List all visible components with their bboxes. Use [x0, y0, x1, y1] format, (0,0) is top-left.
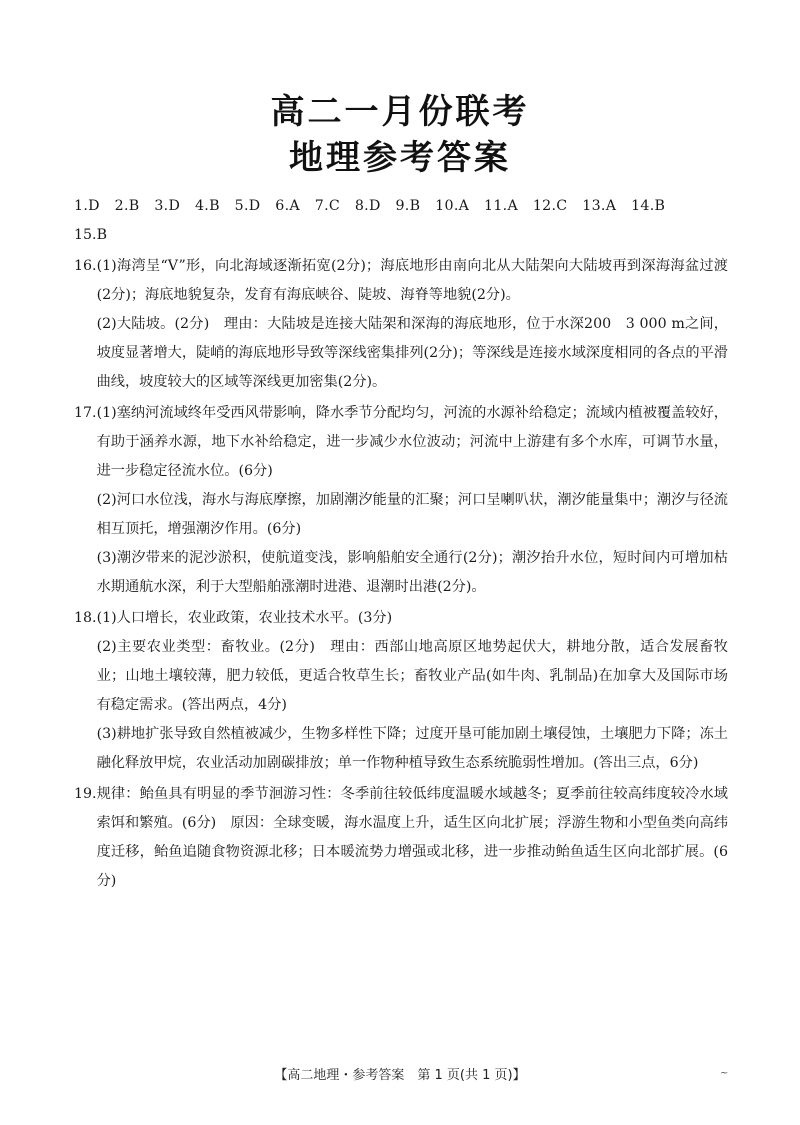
- corner-mark: ~: [720, 1068, 729, 1079]
- question-17: [74, 399, 728, 602]
- answer-part: (3)耕地扩张导致自然植被减少，生物多样性下降；过度开垦可能加剧土壤侵蚀，土壤肥力下降；冻土融化释放甲烷，农业活动加剧碳排放；单一作物种植导致生态系统脆弱性增加。(答出三点，6分): [96, 726, 728, 771]
- choice-answer: 9.B: [395, 198, 421, 214]
- answer-part: (2)河口水位浅，海水与海底摩擦，加剧潮汐能量的汇聚；河口呈喇叭状，潮汐能量集中；潮汐与径流相互顶托，增强潮汐作用。(6分): [96, 492, 728, 537]
- answer-part: (1)塞纳河流域终年受西风带影响，降水季节分配均匀，河流的水源补给稳定；流域内植被覆盖较好，有助于涵养水源，地下水补给稳定，进一步减少水位波动；河流中上游建有多个水库，可调节水量，进一步稳定径流水位。(6分): [96, 405, 728, 479]
- page-subtitle: 地理参考答案: [289, 138, 511, 178]
- answer-part: (2)大陆坡。(2分) 理由：大陆坡是连接大陆架和深海的海底地形，位于水深200 3 000 m之间，坡度显著增大，陡峭的海底地形导致等深线密集排列(2分)；等深线是连接水域深度相同的各点的平滑曲线，坡度较大的区域等深线更加密集(2分)。: [96, 316, 728, 390]
- question-number: 16.: [74, 258, 97, 274]
- choice-answer: 3.D: [154, 198, 181, 214]
- answer-part: (1)海湾呈“V”形，向北海域逐渐拓宽(2分)；海底地形由南向北从大陆架向大陆坡再到深海海盆过渡(2分)；海底地貌复杂，发育有海底峡谷、陡坡、海脊等地貌(2分)。: [96, 258, 728, 303]
- choice-answer: 2.B: [114, 198, 140, 214]
- page-title: 高二一月份联考: [270, 92, 530, 132]
- question-number: 17.: [74, 405, 97, 421]
- question-19: [74, 780, 728, 896]
- choice-answers-line: [74, 192, 728, 221]
- choice-answer: 6.A: [275, 198, 300, 214]
- choice-answer: 10.A: [435, 198, 470, 214]
- choice-answer: 13.A: [582, 198, 617, 214]
- choice-answer: 14.B: [631, 198, 666, 214]
- question-18: [74, 604, 728, 778]
- question-number: 18.: [74, 610, 97, 626]
- answer-part: 规律：鲐鱼具有明显的季节洄游习性：冬季前往较低纬度温暖水域越冬；夏季前往较高纬度较冷水域索饵和繁殖。(6分) 原因：全球变暖，海水温度上升，适生区向北扩展；浮游生物和小型鱼类向高纬度迁移，鲐鱼追随食物资源北移；日本暖流势力增强或北移，进一步推动鲐鱼适生区向北部扩展。(6分): [96, 786, 728, 889]
- answer-part: (2)主要农业类型：畜牧业。(2分) 理由：西部山地高原区地势起伏大，耕地分散，适合发展畜牧业；山地土壤较薄，肥力较低，更适合牧草生长；畜牧业产品(如牛肉、乳制品)在加拿大及国际市场有稳定需求。(答出两点，4分): [96, 639, 728, 713]
- choice-answer: 7.C: [314, 198, 341, 214]
- choice-answers-last: 15.B: [74, 227, 107, 243]
- page-footer: 【高二地理・参考答案 第 1 页(共 1 页)】: [274, 1068, 526, 1083]
- answer-part: (1)人口增长，农业政策，农业技术水平。(3分): [96, 610, 393, 626]
- question-number: 19.: [74, 786, 97, 802]
- choice-answer: 5.D: [234, 198, 261, 214]
- choice-answer: 4.B: [194, 198, 220, 214]
- choice-answer: 8.D: [354, 198, 381, 214]
- answer-part: (3)潮汐带来的泥沙淤积，使航道变浅，影响船舶安全通行(2分)；潮汐抬升水位，短时间内可增加枯水期通航水深，利于大型船舶涨潮时进港、退潮时出港(2分)。: [96, 550, 728, 595]
- question-16: [74, 252, 728, 397]
- answer-content: [74, 192, 728, 896]
- choice-answer: 1.D: [74, 198, 100, 214]
- choice-answer: 11.A: [484, 198, 519, 214]
- choice-answer: 12.C: [532, 198, 568, 214]
